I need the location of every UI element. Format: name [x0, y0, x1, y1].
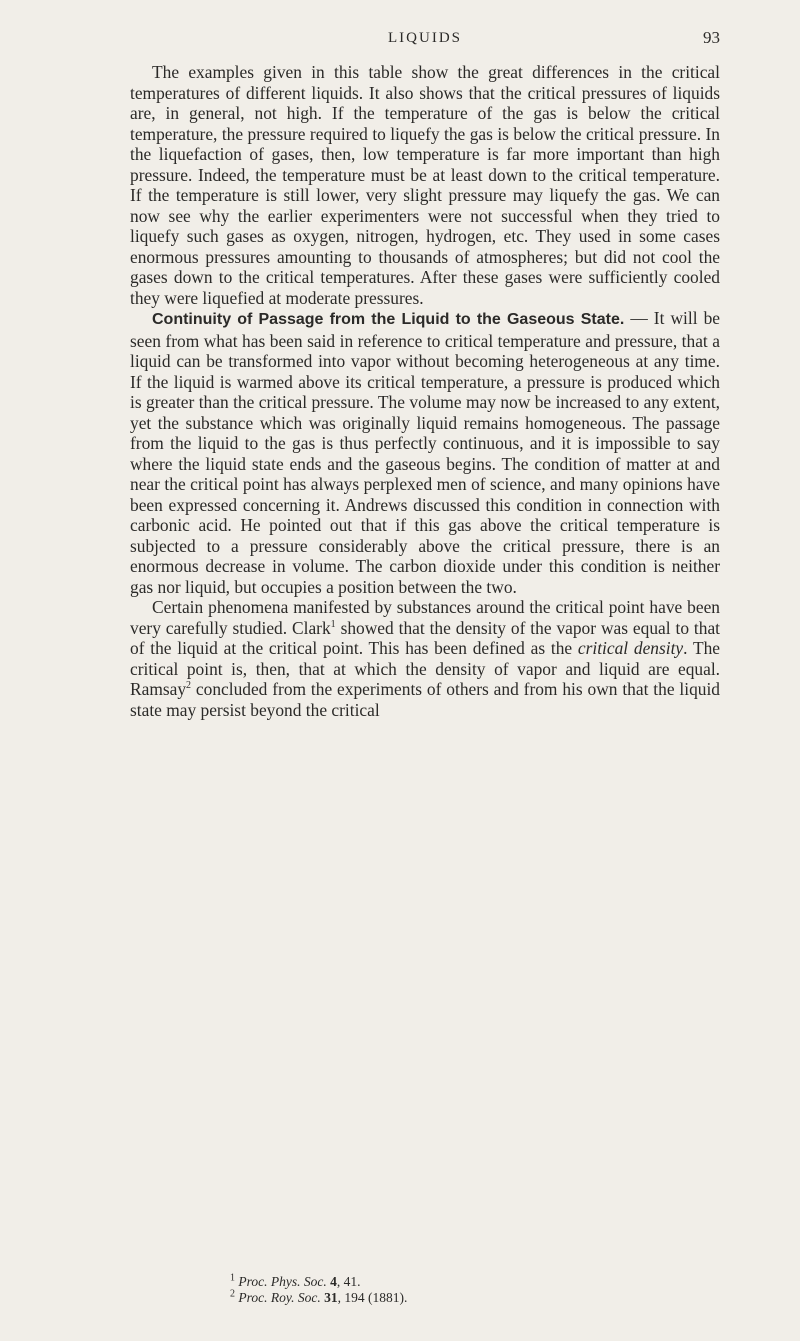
footnote-1 [130, 1274, 720, 1290]
text-run: . The critical point is, then, that at which the density of vapor and liquid are equal. Ramsay [130, 638, 720, 699]
footnotes [130, 1274, 720, 1306]
heading-dash: — [624, 308, 654, 328]
footnote-volume: 4 [330, 1274, 337, 1289]
critical-density-term: critical density [577, 638, 684, 658]
footnote-ref-1: 1 [330, 618, 336, 630]
paragraph-continuity-text: It will be seen from what has been said in reference to critical temperature and pressure, that a liquid can be transformed into vapor without becoming heterogeneous at any time. If the liquid is warmed above its critical temperature, a pressure is produced which is greater than the critical pressure. The volume may now be increased to any extent, yet the substance which was originally liquid remains homogeneous. The passage from the liquid to the gas is thus perfectly continuous, and it is impossible to say where the liquid state ends and the gaseous begins. The condition of matter at and near the critical point has always perplexed men of science, and many opinions have been expressed concerning it. Andrews discussed this condition in connection with carbonic acid. He pointed out that if this gas above the critical temperature is subjected to a pressure considerably above the critical pressure, there is an enormous decrease in volume. The carbon dioxide under this condition is neither gas nor liquid, but occupies a position between the two. [130, 308, 720, 597]
body-text [130, 62, 720, 720]
text-run: showed that the density of the vapor was equal to that of the liquid at the critical point. This has been defined as the [130, 617, 720, 658]
footnote-ref-2: 2 [186, 680, 192, 692]
paragraph-continuity [130, 308, 720, 597]
footnote-pages: , 194 (1881). [337, 1290, 408, 1305]
text-run: Certain phenomena manifested by substances around the critical point have been very carefully studied. Clark [130, 597, 720, 638]
footnote-pages: , 41. [336, 1274, 361, 1289]
paragraph-critical-density [130, 597, 720, 720]
footnote-mark: 2 [230, 1288, 235, 1300]
section-heading: Continuity of Passage from the Liquid to the Gaseous State. [152, 311, 625, 328]
footnote-journal: Proc. Phys. Soc. [238, 1274, 327, 1289]
text-run: concluded from the experiments of others and from his own that the liquid state may persist beyond the critical [130, 679, 720, 720]
footnote-2 [130, 1290, 720, 1306]
footnote-journal: Proc. Roy. Soc. [238, 1290, 321, 1305]
running-head: LIQUIDS [388, 30, 462, 46]
page-header [130, 26, 720, 52]
footnote-volume: 31 [324, 1290, 338, 1305]
page-number: 93 [703, 28, 720, 47]
footnote-mark: 1 [230, 1272, 235, 1284]
paragraph-liquefaction: The examples given in this table show the great differences in the critical temperatures of different liquids. It also shows that the critical pressures of liquids are, in general, not high. If the temperature of the gas is below the critical temperature, the pressure required to liquefy the gas is below the critical pressure. In the liquefaction of gases, then, low temperature is far more important than high pressure. Indeed, the temperature must be at least down to the critical temperature. If the temperature is still lower, very slight pressure may liquefy the gas. We can now see why the earlier experimenters were not successful when they tried to liquefy such gases as oxygen, nitrogen, hydrogen, etc. They used in some cases enormous pressures amounting to thousands of atmospheres; but did not cool the gases down to the critical temperatures. After these gases were sufficiently cooled they were liquefied at moderate pressures. [130, 62, 720, 308]
